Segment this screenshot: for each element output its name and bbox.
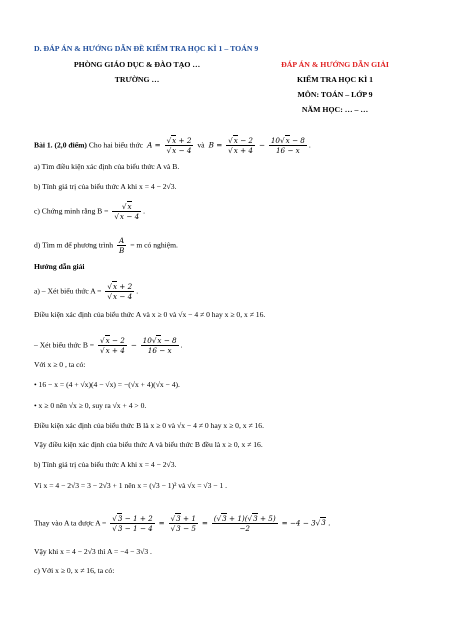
solution-a-positive: • x ≥ 0 nên √x ≥ 0, suy ra √x + 4 > 0.	[34, 401, 147, 410]
question-d-post: = m có nghiệm.	[130, 240, 178, 250]
question-a: a) Tìm điều kiện xác định của biểu thức A và B.	[34, 162, 180, 171]
solution-a-b-intro: – Xét biểu thức B =	[34, 340, 95, 350]
solution-a-conclusion: Vậy điều kiện xác định của biểu thức A và biểu thức B đều là x ≥ 0, x ≠ 16.	[34, 440, 263, 449]
solution-a-factor: • 16 − x = (4 + √x)(4 − √x) = −(√x + 4)(√x − 4).	[34, 380, 180, 389]
solution-b-substitute: Thay vào A ta được A = $\frac{√3 - 1 + 2}{√3 - 1 - 4}$ = $\frac{√3 + 1}{√3 - 5}$ = $\frac{(√3 + 1)(√3 + 5)}{-2}$ = −4 − 3√3 .	[34, 514, 331, 533]
question-d: d) Tìm m để phương trình $\frac{A}{B}$ = m có nghiệm.	[34, 236, 178, 255]
conjunction-and: và	[197, 140, 205, 150]
solution-heading: Hướng dẫn giải	[34, 262, 85, 271]
problem-1-intro: Cho hai biểu thức	[88, 140, 143, 150]
solution-a-intro: a) – Xét biểu thức A =	[34, 286, 102, 296]
problem-1-label: Bài 1. (2,0 điểm)	[34, 140, 87, 150]
question-c: c) Chứng minh rằng B = $\frac{√x}{√x - 4}$ .	[34, 202, 146, 221]
right-header-year: NĂM HỌC: … – …	[301, 105, 369, 114]
left-header-dept: PHÒNG GIÁO DỤC & ĐÀO TẠO …	[73, 60, 201, 69]
right-header-answer: ĐÁP ÁN & HƯỚNG DẪN GIẢI	[281, 60, 389, 69]
solution-a-condition-b: Điều kiện xác định của biểu thức B là x ≥ 0 và √x − 4 ≠ 0 hay x ≥ 0, x ≠ 16.	[34, 421, 265, 430]
solution-a-with: Với x ≥ 0 , ta có:	[34, 360, 86, 369]
solution-b-sub-intro: Thay vào A ta được A =	[34, 518, 107, 528]
solution-b-heading: b) Tính giá trị của biểu thức A khi x = 4 − 2√3.	[34, 460, 177, 469]
solution-c-start: c) Với x ≥ 0, x ≠ 16, ta có:	[34, 566, 115, 575]
question-d-pre: d) Tìm m để phương trình	[34, 240, 114, 250]
solution-b-conclusion: Vậy khi x = 4 − 2√3 thì A = −4 − 3√3 .	[34, 547, 152, 556]
question-c-text: c) Chứng minh rằng B =	[34, 206, 109, 216]
solution-a-expr-b: – Xét biểu thức B = $\frac{√x - 2}{√x + 4}$ − $\frac{10√x - 8}{16 - x}$ .	[34, 336, 183, 355]
solution-a-expr-a: a) – Xét biểu thức A = $\frac{√x + 2}{√x - 4}$ .	[34, 282, 139, 301]
solution-a-condition-a: Điều kiện xác định của biểu thức A và x ≥ 0 và √x − 4 ≠ 0 hay x ≥ 0, x ≠ 16.	[34, 310, 266, 319]
right-header-exam: KIỂM TRA HỌC KÌ 1	[296, 75, 374, 84]
problem-1-statement: Bài 1. (2,0 điểm) Cho hai biểu thức A = $\frac{√x + 2}{√x - 4}$ và B = $\frac{√x - 2}{√x + 4}$ − $\frac{10√x - 8}{16 - x}$ .	[34, 136, 311, 155]
question-b: b) Tính giá trị của biểu thức A khi x = 4 − 2√3.	[34, 182, 177, 191]
solution-b-rewrite: Vì x = 4 − 2√3 = 3 − 2√3 + 1 nên x = (√3 − 1)² và √x = √3 − 1 .	[34, 481, 228, 490]
right-header-subject: MÔN: TOÁN – LỚP 9	[297, 90, 373, 99]
doc-title: D. ĐÁP ÁN & HƯỚNG DẪN ĐỀ KIỂM TRA HỌC KÌ 1 – TOÁN 9	[34, 44, 259, 53]
left-header-school: TRƯỜNG …	[114, 75, 160, 84]
